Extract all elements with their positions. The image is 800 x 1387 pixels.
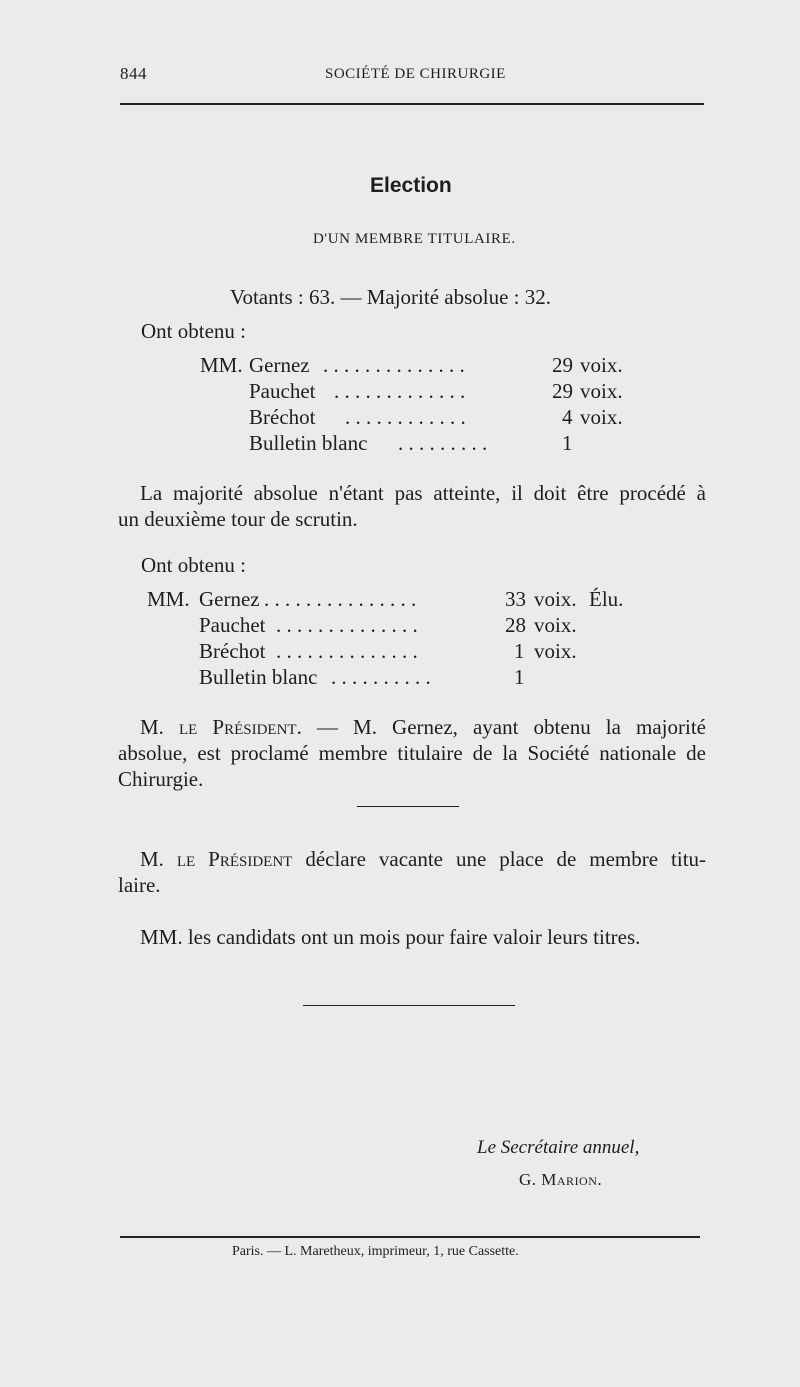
dot-leaders: . . . . . . . . . . . . . . (276, 613, 418, 637)
round2-row-pauchet (0, 612, 800, 638)
dot-leaders: . . . . . . . . . . . . . . . (264, 587, 417, 611)
vote-count: 1 (562, 431, 573, 455)
candidate-name: Gernez (249, 353, 310, 377)
vote-unit: voix. (580, 353, 623, 377)
round1-intro: Ont obtenu : (141, 319, 246, 343)
vacancy-line2: laire. (118, 873, 161, 897)
round2-row-gernez (0, 586, 800, 612)
candidate-name: Pauchet (249, 379, 316, 403)
vacancy-line1-rest: déclare vacante une place de membre titu- (305, 847, 707, 871)
candidate-name: Bulletin blanc (249, 431, 368, 455)
dot-leaders: . . . . . . . . . . . . . . (323, 353, 465, 377)
dot-leaders: . . . . . . . . . . . . (345, 405, 466, 429)
announcement-line2: absolue, est proclamé membre titulaire de la Société nationale de (118, 741, 706, 765)
majority-note (118, 480, 706, 532)
round1-row-gernez (0, 352, 800, 378)
section-divider (357, 806, 459, 807)
dot-leaders: . . . . . . . . . . . . . (334, 379, 466, 403)
signature-role: Le Secrétaire annuel, (477, 1137, 640, 1158)
vote-unit: voix. (580, 405, 623, 429)
candidates-notice: MM. les candidats ont un mois pour faire valoir leurs titres. (140, 925, 641, 949)
vote-count: 29 (552, 379, 573, 403)
announcement-line3: Chirurgie. (118, 767, 204, 791)
candidate-name: Bréchot (199, 639, 266, 663)
round2-row-brechot (0, 638, 800, 664)
announcement-line1-rest: — M. Gernez, ayant obtenu la majorité (316, 715, 707, 739)
vote-unit: voix. (534, 639, 577, 663)
footer-rule (120, 1236, 700, 1238)
announcement-line1 (118, 714, 706, 740)
candidate-name: Gernez (199, 587, 260, 611)
vacancy-paragraph (118, 846, 706, 898)
round1-prefix: MM. (200, 353, 243, 377)
votes-summary: Votants : 63. — Majorité absolue : 32. (230, 285, 551, 309)
candidate-name: Bréchot (249, 405, 316, 429)
elected-mark: Élu. (589, 587, 624, 611)
election-title: Election (370, 174, 452, 197)
round2-intro: Ont obtenu : (141, 553, 246, 577)
vote-count: 28 (505, 613, 526, 637)
round2-prefix: MM. (147, 587, 190, 611)
candidate-name: Bulletin blanc (199, 665, 318, 689)
printer-imprint-text: Paris. — L. Maretheux, imprimeur, 1, rue Cassette. (232, 1244, 519, 1259)
vacancy-line1 (118, 846, 706, 872)
printer-imprint (232, 1244, 519, 1260)
vote-unit: voix. (534, 613, 577, 637)
round1-row-blank (0, 430, 800, 456)
vote-count: 1 (514, 665, 525, 689)
dot-leaders: . . . . . . . . . . . . . . (276, 639, 418, 663)
dot-leaders: . . . . . . . . . (398, 431, 488, 455)
closing-divider (303, 1005, 515, 1006)
vote-count: 1 (514, 639, 525, 663)
speaker-label: M. le Président (140, 847, 293, 871)
round1-row-brechot (0, 404, 800, 430)
candidate-name: Pauchet (199, 613, 266, 637)
vote-unit: voix. (580, 379, 623, 403)
president-announcement (118, 714, 706, 792)
vote-unit: voix. (534, 587, 577, 611)
majority-note-line2: un deuxième tour de scrutin. (118, 507, 358, 531)
vote-count: 4 (562, 405, 573, 429)
vote-count: 29 (552, 353, 573, 377)
running-title: SOCIÉTÉ DE CHIRURGIE (325, 66, 506, 82)
round1-row-pauchet (0, 378, 800, 404)
page-number: 844 (120, 64, 147, 83)
election-subtitle: D'UN MEMBRE TITULAIRE. (313, 231, 516, 247)
round2-row-blank (0, 664, 800, 690)
signature-name: G. Marion. (519, 1170, 603, 1189)
speaker-label: M. le Président. (140, 715, 302, 739)
header-rule (120, 103, 704, 105)
vote-count: 33 (505, 587, 526, 611)
dot-leaders: . . . . . . . . . . (331, 665, 431, 689)
majority-note-line1: La majorité absolue n'étant pas atteinte, il doit être procédé à (140, 481, 706, 505)
